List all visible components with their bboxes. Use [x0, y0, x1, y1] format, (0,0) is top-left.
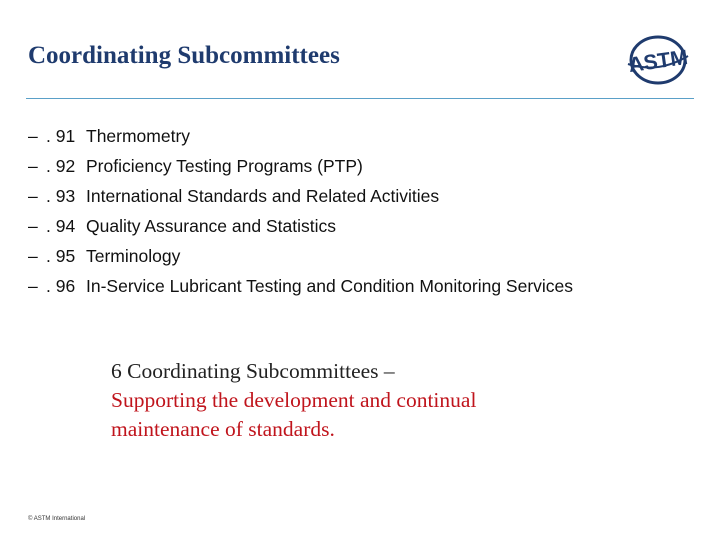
list-item — [28, 246, 573, 276]
bullet-dash: – — [28, 186, 38, 206]
title-divider — [26, 98, 694, 99]
item-label: Quality Assurance and Statistics — [86, 216, 336, 236]
list-item — [28, 156, 573, 186]
callout-text — [111, 357, 476, 444]
item-label: Proficiency Testing Programs (PTP) — [86, 156, 363, 176]
copyright-footer: © ASTM International — [28, 516, 86, 522]
item-number: . 92 — [46, 156, 76, 176]
bullet-dash: – — [28, 216, 38, 236]
item-label: In-Service Lubricant Testing and Condition Monitoring Services — [86, 276, 574, 296]
item-label: International Standards and Related Activities — [86, 186, 440, 206]
item-number: . 96 — [46, 276, 76, 296]
logo-text: ASTM — [627, 45, 690, 78]
slide-title: Coordinating Subcommittees — [28, 42, 340, 69]
item-number: . 95 — [46, 246, 76, 266]
list-item — [28, 216, 573, 246]
item-number: . 93 — [46, 186, 76, 206]
bullet-dash: – — [28, 276, 38, 296]
bullet-dash: – — [28, 246, 38, 266]
bullet-dash: – — [28, 126, 38, 146]
item-number: . 94 — [46, 216, 76, 236]
list-item — [28, 126, 573, 156]
item-label: Terminology — [86, 246, 181, 266]
subcommittee-list — [28, 126, 573, 306]
callout-line-2: Supporting the development and continual — [111, 388, 477, 412]
astm-logo — [626, 34, 690, 86]
list-item — [28, 186, 573, 216]
item-number: . 91 — [46, 126, 76, 146]
callout-line-3: maintenance of standards. — [111, 417, 335, 441]
bullet-dash: – — [28, 156, 38, 176]
callout-line-1: 6 Coordinating Subcommittees – — [111, 359, 395, 383]
item-label: Thermometry — [86, 126, 191, 146]
list-item — [28, 276, 573, 306]
